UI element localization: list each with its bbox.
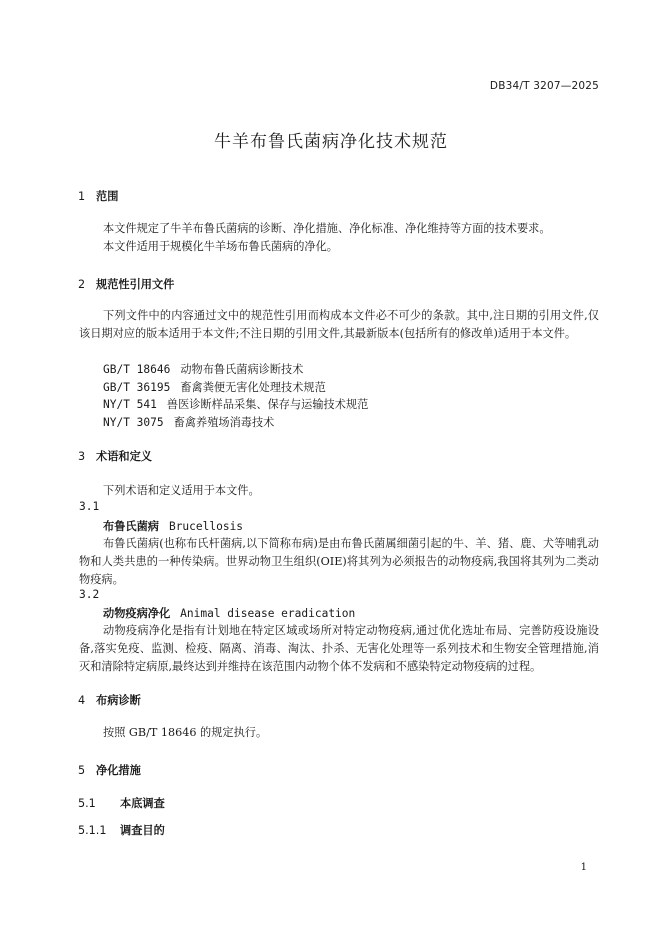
- section-number: 4: [78, 694, 86, 707]
- section-5-heading: [78, 762, 141, 778]
- section-number: 5.1.1: [78, 824, 107, 837]
- reference-item: [103, 379, 326, 395]
- section-2-heading: [78, 276, 174, 292]
- term-english: Brucellosis: [168, 520, 244, 533]
- section-1-heading: [78, 188, 118, 204]
- reference-item: [103, 414, 274, 430]
- section-number: 3: [78, 450, 86, 463]
- section-3-heading: [78, 448, 152, 464]
- reference-code: NY/T 3075: [103, 416, 164, 429]
- term-chinese: 动物疫病净化: [103, 607, 171, 620]
- page-title: 牛羊布鲁氏菌病净化技术规范: [214, 132, 448, 152]
- reference-code: GB/T 36195: [103, 381, 171, 394]
- reference-item: [103, 396, 368, 412]
- section-4-heading: [78, 692, 141, 708]
- term-definition: 动物疫病净化是指有计划地在特定区域或场所对特定动物疫病,通过优化选址布局、完善防疫设施设备,落实免疫、监测、检疫、隔离、消毒、淘汰、扑杀、无害化处理等一系列技术和生物安全管理措施,消灭和清除特定病原,最终达到并维持在该范围内动物个体不发病和不感染特定动物疫病的过程。: [79, 624, 599, 673]
- term-number: 3.1: [79, 500, 100, 513]
- section-title: 净化措施: [96, 764, 141, 777]
- scope-paragraph-1: 本文件规定了牛羊布鲁氏菌病的诊断、净化措施、净化标准、净化维持等方面的技术要求。: [103, 222, 551, 235]
- term-definition: 布鲁氏菌病(也称布氏杆菌病,以下简称布病)是由布鲁氏菌属细菌引起的牛、羊、猪、鹿、犬等哺乳动物和人类共患的一种传染病。世界动物卫生组织(OIE)将其列为必须报告的动物疫病,我国将其列为二类动物疫病。: [79, 537, 599, 586]
- section-title: 布病诊断: [96, 694, 141, 707]
- section-5-1-1-heading: [78, 822, 165, 838]
- section-title: 规范性引用文件: [96, 278, 175, 291]
- term-number: 3.2: [79, 588, 100, 601]
- section-title: 范围: [96, 190, 119, 203]
- term-heading: [103, 518, 243, 534]
- reference-title: 动物布鲁氏菌病诊断技术: [180, 363, 304, 376]
- reference-title: 畜禽粪便无害化处理技术规范: [180, 381, 326, 394]
- scope-paragraph-2: 本文件适用于规模化牛羊场布鲁氏菌病的净化。: [103, 240, 338, 253]
- page-number: 1: [580, 862, 587, 873]
- section-number: 1: [78, 190, 86, 203]
- reference-title: 兽医诊断样品采集、保存与运输技术规范: [166, 398, 369, 411]
- diagnosis-paragraph: 按照 GB/T 18646 的规定执行。: [103, 726, 268, 739]
- section-5-1-heading: [78, 795, 165, 811]
- reference-title: 畜禽养殖场消毒技术: [173, 416, 275, 429]
- section-title: 本底调查: [120, 797, 165, 810]
- term-heading: [103, 605, 355, 621]
- document-number: DB34/T 3207—2025: [489, 80, 599, 92]
- term-chinese: 布鲁氏菌病: [103, 520, 159, 533]
- section-title: 术语和定义: [96, 450, 152, 463]
- section-number: 2: [78, 278, 86, 291]
- section-number: 5.1: [78, 797, 96, 810]
- term-english: Animal disease eradication: [180, 607, 356, 620]
- section-title: 调查目的: [120, 824, 165, 837]
- terms-intro: 下列术语和定义适用于本文件。: [103, 484, 260, 497]
- reference-code: GB/T 18646: [103, 363, 171, 376]
- references-intro: 下列文件中的内容通过文中的规范性引用而构成本文件必不可少的条款。其中,注日期的引用文件,仅该日期对应的版本适用于本文件;不注日期的引用文件,其最新版本(包括所有的修改单)适用于本文件。: [79, 309, 599, 340]
- reference-code: NY/T 541: [103, 398, 157, 411]
- section-number: 5: [78, 764, 86, 777]
- reference-item: [103, 361, 303, 377]
